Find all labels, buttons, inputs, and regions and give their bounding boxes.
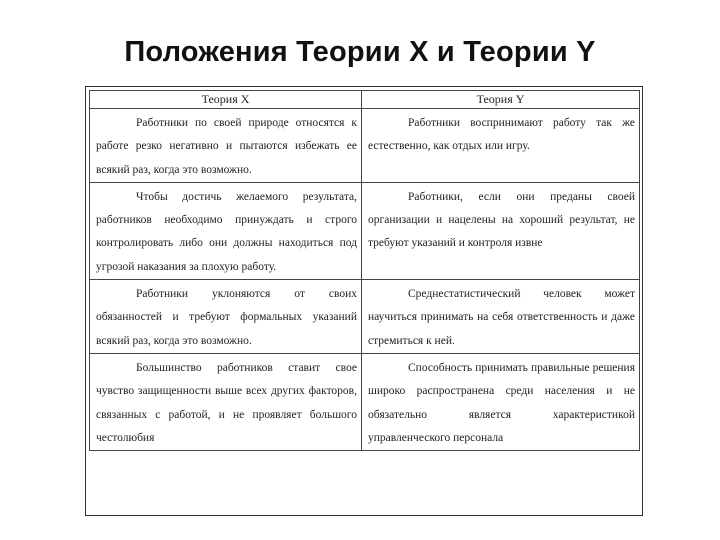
cell-theory-x <box>90 182 362 279</box>
theory-comparison-table <box>89 90 640 451</box>
cell-text: Работники воспринимают работу так же естественно, как отдых или игру. <box>368 117 635 153</box>
header-theory-y: Теория Y <box>362 91 640 109</box>
table-header-row <box>90 91 640 109</box>
cell-text: Работники по своей природе относятся к работе резко негативно и пытаются избежать ее всякий раз, когда это возможно. <box>96 117 357 176</box>
cell-theory-x <box>90 353 362 450</box>
cell-theory-y <box>362 182 640 279</box>
cell-theory-y <box>362 353 640 450</box>
cell-text: Способность принимать правильные решения широко распространена среди населения и не обязательно является характеристикой управленческого персонала <box>368 361 635 444</box>
cell-text: Чтобы достичь желаемого результата, работников необходимо принуждать и строго контролировать либо они должны находиться под угрозой наказания за плохую работу. <box>96 190 357 273</box>
cell-theory-y <box>362 280 640 354</box>
cell-theory-x <box>90 109 362 183</box>
cell-text: Большинство работников ставит свое чувство защищенности выше всех других факторов, связанных с работой, и не проявляет большого честолюбия <box>96 361 357 444</box>
slide-title: Положения Теории X и Теории Y <box>124 36 596 68</box>
table-row <box>90 280 640 354</box>
cell-theory-y <box>362 109 640 183</box>
header-theory-x: Теория X <box>90 91 362 109</box>
table-row <box>90 182 640 279</box>
cell-text: Среднестатистический человек может научиться принимать на себя ответственность и даже стремиться к ней. <box>368 288 635 347</box>
table-row <box>90 353 640 450</box>
table-row <box>90 109 640 183</box>
cell-text: Работники, если они преданы своей организации и нацелены на хороший результат, не требуют указаний и контроля извне <box>368 190 635 250</box>
cell-theory-x <box>90 280 362 354</box>
table-frame <box>85 86 643 516</box>
cell-text: Работники уклоняются от своих обязанностей и требуют формальных указаний всякий раз, когда это возможно. <box>96 288 357 347</box>
